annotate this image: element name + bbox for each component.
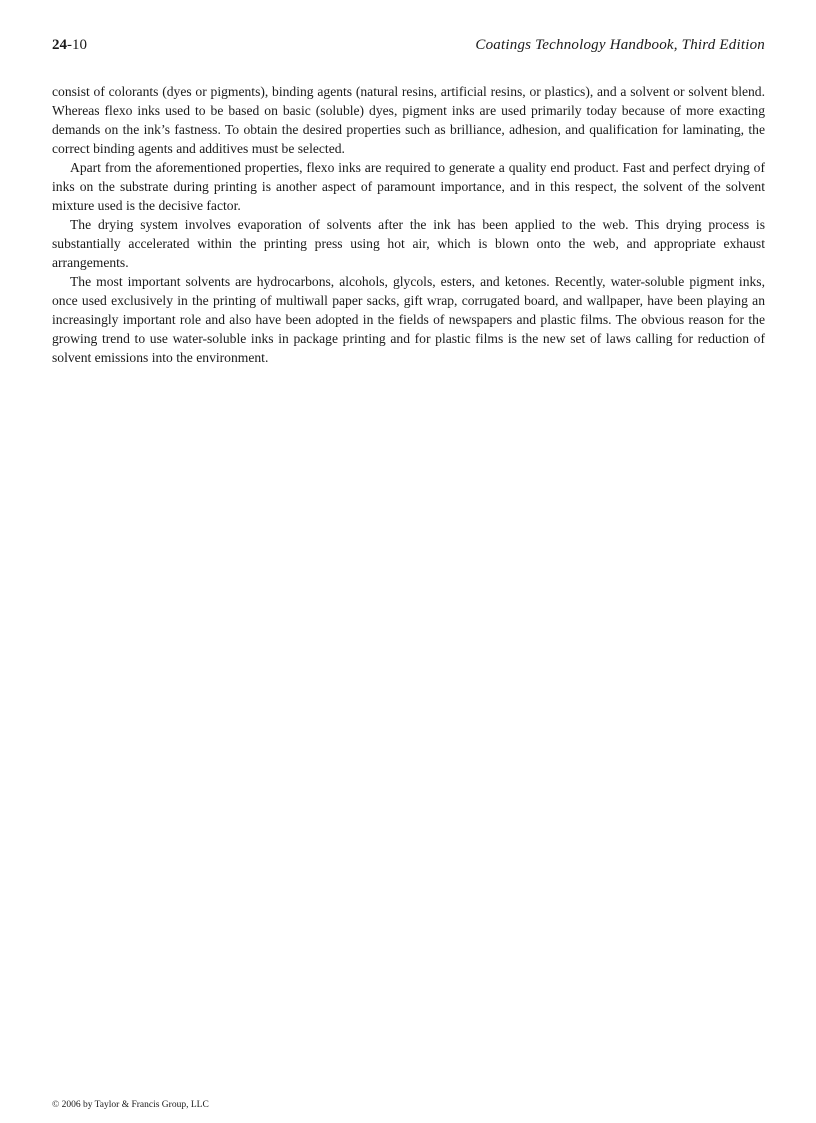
paragraph-1: consist of colorants (dyes or pigments), binding agents (natural resins, artificial resins, or plastics), and a solvent or solvent blend. Whereas flexo inks used to be based on basic (soluble) dyes, pigment inks are used primarily today because of more exacting demands on the ink’s fastness. To obtain the desired properties such as brilliance, adhesion, and qualification for laminating, the correct binding agents and additives must be selected. [52,84,765,156]
running-head [52,34,765,56]
paragraph-4: The most important solvents are hydrocarbons, alcohols, glycols, esters, and ketones. Recently, water-soluble pigment inks, once used exclusively in the printing of multiwall paper sacks, gift wrap, corrugated board, and wallpaper, have been playing an increasingly important role and also have been adopted in the fields of newspapers and plastic films. The obvious reason for the growing trend to use water-soluble inks in package printing and for plastic films is the new set of laws calling for reduction of solvent emissions into the environment. [52,274,765,365]
running-title: Coatings Technology Handbook, Third Edition [475,37,765,53]
page-number-suffix: -10 [67,37,87,53]
chapter-number: 24 [52,37,67,53]
paragraph-2: Apart from the aforementioned properties, flexo inks are required to generate a quality end product. Fast and perfect drying of inks on the substrate during printing is another aspect of paramount importance, and in this respect, the solvent of the solvent mixture used is the decisive factor. [52,160,765,213]
paragraph-3: The drying system involves evaporation of solvents after the ink has been applied to the web. This drying process is substantially accelerated within the printing press using hot air, which is blown onto the web, and appropriate exhaust arrangements. [52,217,765,270]
copyright-footer: © 2006 by Taylor & Francis Group, LLC [52,1100,209,1110]
body-text [52,82,765,367]
page-number [52,34,87,56]
